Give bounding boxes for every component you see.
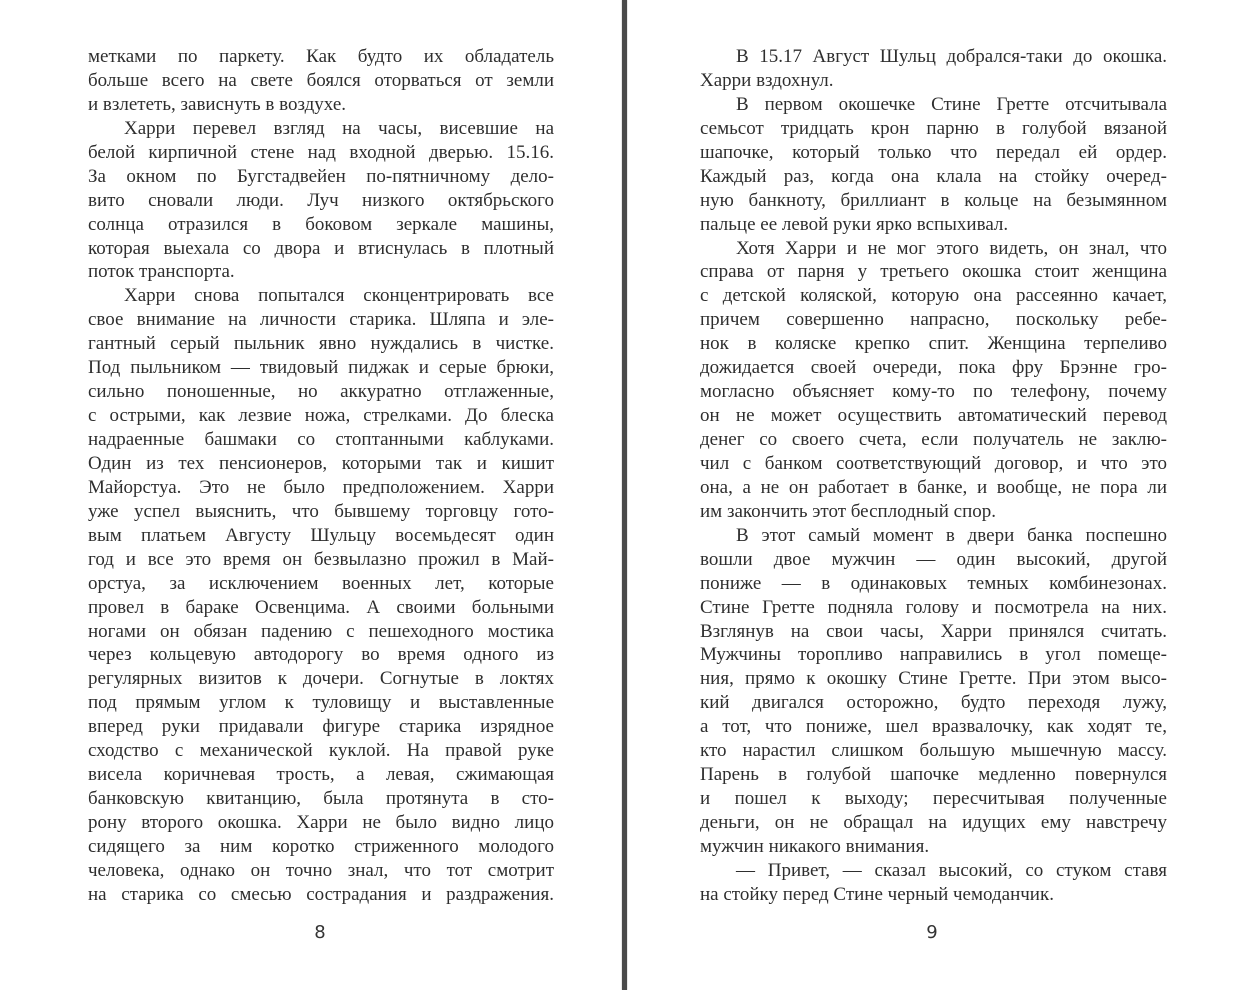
- text-line: рону второго окошка. Харри не было видно лицо: [88, 812, 554, 833]
- text-line: чил с банком соответствующий договор, и что это: [700, 452, 1167, 474]
- text-line: Один из тех пенсионеров, которыми так и кишит: [88, 452, 554, 474]
- text-line: Мужчины торопливо направились в угол помеще-: [700, 644, 1167, 666]
- text-line: надраенные башмаки со стоптанными каблуками.: [88, 429, 554, 450]
- text-line: больше всего на свете боялся оторваться от земли: [88, 69, 554, 91]
- text-line: ногами он обязан падению с пешеходного мостика: [88, 620, 554, 642]
- text-line: солнца отразился в боковом зеркале машины,: [88, 213, 554, 235]
- text-line: — Привет, — сказал высокий, со стуком ставя: [736, 859, 1167, 881]
- text-line: Майорстуа. Это не было предположением. Харри: [88, 476, 554, 498]
- text-line: Харри вздохнул.: [700, 69, 834, 91]
- text-line: сходство с механической куклой. На правой руке: [88, 740, 554, 762]
- text-line: с острыми, как лезвие ножа, стрелками. До блеска: [88, 405, 554, 427]
- text-line: регулярных визитов к дочери. Согнутые в локтях: [88, 668, 554, 690]
- text-line: вым платьем Августу Шульцу восемьдесят один: [88, 524, 554, 546]
- text-line: ную банкноту, бриллиант в кольце на безымянном: [700, 189, 1167, 211]
- text-line: пальце ее левой руки ярко вспыхивал.: [700, 213, 1009, 235]
- text-line: а тот, что пониже, шел вразвалочку, как ходят те,: [700, 716, 1167, 738]
- text-line: ния, прямо к окошку Стине Гретте. При этом высо-: [700, 668, 1167, 690]
- text-line: сидящего за ним коротко стриженного молодого: [88, 835, 554, 857]
- text-line: банковскую квитанцию, была протянута в сто-: [88, 788, 554, 810]
- page-number-right: 9: [926, 922, 938, 943]
- text-line: Стине Гретте подняла голову и посмотрела на них.: [700, 596, 1167, 618]
- text-line: на старика со смесью сострадания и раздражения.: [88, 883, 554, 905]
- text-line: она, а не он работает в банке, и вообще, не пора ли: [700, 476, 1167, 498]
- text-line: нок в коляске крепко спит. Женщина терпеливо: [700, 333, 1167, 355]
- text-line: через кольцевую автодорогу во время одного из: [88, 644, 554, 666]
- text-line: сильно поношенные, но аккуратно отглаженные,: [88, 381, 554, 403]
- text-line: Парень в голубой шапочке медленно повернулся: [700, 764, 1167, 786]
- text-line: кто нарастил слишком большую мышечную массу.: [700, 740, 1167, 762]
- text-line: и взлететь, зависнуть в воздухе.: [88, 93, 347, 115]
- text-line: могласно объясняет кому-то по телефону, почему: [700, 381, 1167, 403]
- text-line: год и все это время он безвылазно прожил в Май-: [88, 548, 554, 570]
- text-line: под прямым углом к туловищу и выставленные: [88, 692, 554, 714]
- text-line: провел в бараке Освенцима. А своими больными: [88, 596, 554, 618]
- text-line: вошли двое мужчин — один высокий, другой: [700, 548, 1167, 570]
- text-line: пониже — в одинаковых темных комбинезонах.: [700, 572, 1167, 594]
- text-line: поток транспорта.: [88, 261, 235, 283]
- page-number-left: 8: [314, 922, 326, 943]
- text-line: Каждый раз, когда она клала на стойку очеред-: [700, 165, 1167, 187]
- text-line: вито сновали люди. Луч низкого октябрьского: [88, 189, 554, 211]
- text-line: дожидается своей очереди, пока фру Брэнне гро-: [700, 357, 1167, 379]
- left-page-text: [88, 45, 554, 907]
- text-line: Харри снова попытался сконцентрировать все: [124, 285, 554, 307]
- text-line: шапочке, который только что передал ей ордер.: [700, 141, 1167, 163]
- text-line: уже успел выяснить, что бывшему торговцу гото-: [88, 500, 554, 522]
- text-line: белой кирпичной стене над входной дверью. 15.16.: [88, 141, 554, 163]
- text-line: Под пыльником — твидовый пиджак и серые брюки,: [88, 357, 554, 379]
- text-line: с детской коляской, которую она рассеянно качает,: [700, 285, 1167, 307]
- text-line: он не может осуществить автоматический перевод: [700, 405, 1167, 427]
- text-line: причем совершенно напрасно, поскольку ребе-: [700, 309, 1167, 331]
- text-line: Взглянув на свои часы, Харри принялся считать.: [700, 620, 1167, 642]
- text-line: В первом окошечке Стине Гретте отсчитывала: [736, 93, 1167, 115]
- text-line: мужчин никакого внимания.: [700, 835, 930, 857]
- text-line: денег со своего счета, если получатель не заклю-: [700, 429, 1167, 450]
- text-line: Хотя Харри и не мог этого видеть, он знал, что: [736, 237, 1167, 259]
- text-line: метками по паркету. Как будто их обладатель: [88, 46, 554, 67]
- text-line: на стойку перед Стине черный чемоданчик.: [700, 883, 1054, 905]
- right-page-text: [700, 45, 1167, 907]
- text-line: семьсот тридцать крон парню в голубой вязаной: [700, 117, 1167, 139]
- text-line: В этот самый момент в двери банка поспешно: [736, 524, 1167, 546]
- text-line: справа от парня у третьего окошка стоит женщина: [700, 261, 1167, 283]
- text-line: орстуа, за исключением военных лет, которые: [88, 572, 554, 594]
- text-line: За окном по Бугстадвейен по-пятничному дело-: [88, 165, 554, 187]
- text-line: Харри перевел взгляд на часы, висевшие на: [124, 117, 554, 139]
- text-line: человека, однако он точно знал, что тот смотрит: [88, 859, 554, 881]
- text-line: свое внимание на личности старика. Шляпа и эле-: [88, 309, 554, 331]
- text-line: деньги, он не обращал на идущих ему навстречу: [700, 812, 1167, 833]
- text-line: вперед руки придавали фигуре старика изрядное: [88, 716, 554, 738]
- text-line: висела коричневая трость, а левая, сжимающая: [88, 764, 554, 786]
- text-line: гантный серый пыльник явно нуждались в чистке.: [88, 333, 554, 355]
- text-line: и пошел к выходу; пересчитывая полученные: [700, 788, 1167, 810]
- text-line: кий двигался осторожно, будто переходя лужу,: [700, 692, 1167, 714]
- text-line: им закончить этот бесплодный спор.: [700, 500, 996, 522]
- book-spine-divider: [622, 0, 627, 990]
- text-line: которая выехала со двора и втиснулась в плотный: [88, 237, 554, 259]
- text-line: В 15.17 Август Шульц добрался-таки до окошка.: [736, 46, 1167, 67]
